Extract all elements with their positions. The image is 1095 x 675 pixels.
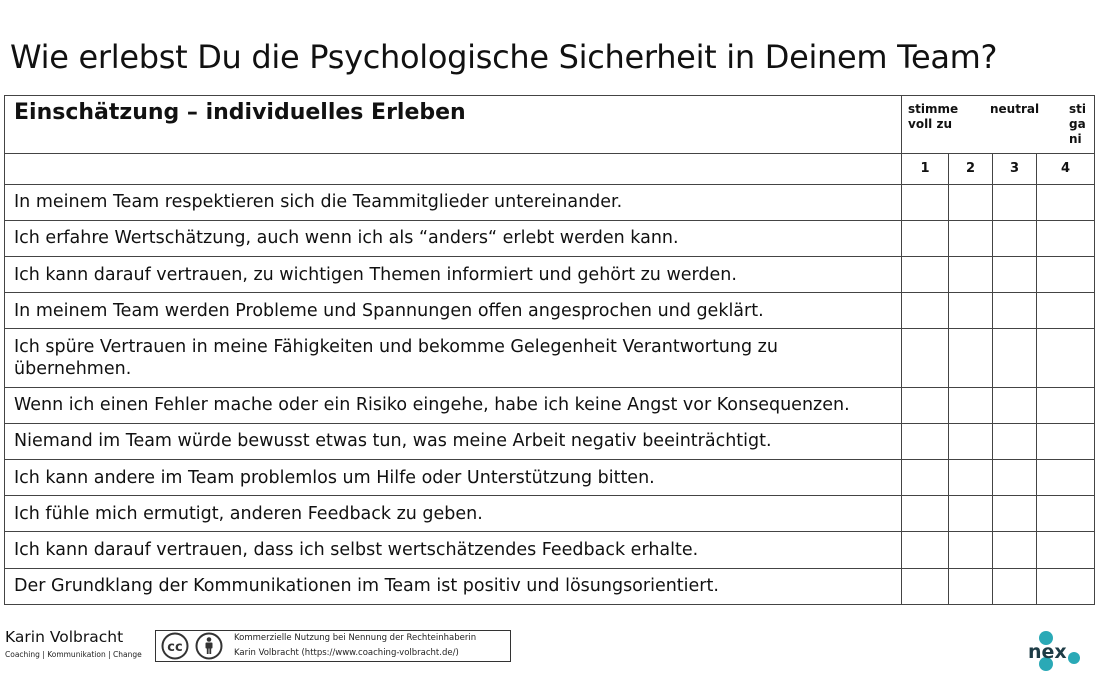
logo-text: nex — [1028, 641, 1067, 663]
rating-cell-1[interactable] — [902, 460, 949, 496]
rating-cell-1[interactable] — [902, 220, 949, 256]
statement-text: Ich fühle mich ermutigt, anderen Feedback zu geben. — [5, 496, 902, 532]
scale-label-agree: stimme voll zu — [908, 102, 959, 131]
rating-cell-2[interactable] — [949, 532, 993, 568]
statement-text: Wenn ich einen Fehler mache oder ein Risiko eingehe, habe ich keine Angst vor Konsequenzen. — [5, 387, 902, 423]
table-row — [5, 220, 1095, 256]
rating-cell-3[interactable] — [993, 568, 1037, 604]
rating-cell-2[interactable] — [949, 256, 993, 292]
rating-cell-1[interactable] — [902, 293, 949, 329]
rating-cell-2[interactable] — [949, 387, 993, 423]
rating-cell-1[interactable] — [902, 256, 949, 292]
rating-cell-1[interactable] — [902, 184, 949, 220]
license-text: Kommerzielle Nutzung bei Nennung der Rechteinhaberin — [234, 633, 477, 643]
rating-cell-3[interactable] — [993, 329, 1037, 387]
rating-cell-1[interactable] — [902, 329, 949, 387]
scale-number-4: 4 — [1037, 154, 1095, 184]
statement-text: Der Grundklang der Kommunikationen im Team ist positiv und lösungsorientiert. — [5, 568, 902, 604]
rating-cell-4[interactable] — [1037, 460, 1095, 496]
rating-cell-4[interactable] — [1037, 220, 1095, 256]
table-row — [5, 496, 1095, 532]
attribution-icon — [197, 634, 222, 659]
page-title: Wie erlebst Du die Psychologische Sicherheit in Deinem Team? — [10, 38, 998, 76]
rating-cell-4[interactable] — [1037, 293, 1095, 329]
author-tagline: Coaching | Kommunikation | Change — [5, 650, 142, 659]
scale-label-disagree: sti ga ni — [1069, 102, 1086, 146]
rating-cell-4[interactable] — [1037, 568, 1095, 604]
rating-cell-2[interactable] — [949, 496, 993, 532]
rating-cell-2[interactable] — [949, 568, 993, 604]
table-row — [5, 460, 1095, 496]
rating-cell-1[interactable] — [902, 568, 949, 604]
rating-cell-1[interactable] — [902, 423, 949, 459]
rating-cell-3[interactable] — [993, 184, 1037, 220]
creative-commons-icon — [159, 632, 231, 660]
rating-cell-2[interactable] — [949, 184, 993, 220]
statement-text: Ich kann darauf vertrauen, zu wichtigen Themen informiert und gehört zu werden. — [5, 256, 902, 292]
statement-text: Ich kann andere im Team problemlos um Hilfe oder Unterstützung bitten. — [5, 460, 902, 496]
empty-cell — [5, 154, 902, 184]
statement-text: In meinem Team werden Probleme und Spannungen offen angesprochen und geklärt. — [5, 293, 902, 329]
rating-cell-2[interactable] — [949, 329, 993, 387]
assessment-table — [4, 95, 1095, 605]
scale-number-2: 2 — [949, 154, 993, 184]
table-row — [5, 568, 1095, 604]
rating-cell-3[interactable] — [993, 256, 1037, 292]
rating-cell-1[interactable] — [902, 496, 949, 532]
rating-cell-3[interactable] — [993, 220, 1037, 256]
scale-label-neutral: neutral — [990, 102, 1040, 116]
statement-text: Ich kann darauf vertrauen, dass ich selbst wertschätzendes Feedback erhalte. — [5, 532, 902, 568]
scale-number-1: 1 — [902, 154, 949, 184]
rating-cell-1[interactable] — [902, 387, 949, 423]
license-badge — [155, 630, 511, 662]
table-row — [5, 293, 1095, 329]
statement-text: Ich erfahre Wertschätzung, auch wenn ich als “anders“ erlebt werden kann. — [5, 220, 902, 256]
scale-number-3: 3 — [993, 154, 1037, 184]
statement-text: In meinem Team respektieren sich die Teammitglieder untereinander. — [5, 184, 902, 220]
rating-cell-3[interactable] — [993, 532, 1037, 568]
statement-text: Niemand im Team würde bewusst etwas tun, was meine Arbeit negativ beeinträchtigt. — [5, 423, 902, 459]
rating-cell-3[interactable] — [993, 460, 1037, 496]
scale-header — [902, 96, 1095, 154]
rating-cell-4[interactable] — [1037, 184, 1095, 220]
table-row — [5, 387, 1095, 423]
rating-cell-3[interactable] — [993, 423, 1037, 459]
table-header-row — [5, 96, 1095, 154]
rating-cell-2[interactable] — [949, 293, 993, 329]
scale-number-row — [5, 154, 1095, 184]
author-name: Karin Volbracht — [5, 628, 124, 646]
table-row — [5, 423, 1095, 459]
rating-cell-4[interactable] — [1037, 532, 1095, 568]
statement-text: Ich spüre Vertrauen in meine Fähigkeiten und bekomme Gelegenheit Verantwortung zu übernehmen. — [5, 329, 902, 387]
table-row — [5, 532, 1095, 568]
rating-cell-3[interactable] — [993, 387, 1037, 423]
rating-cell-3[interactable] — [993, 293, 1037, 329]
rating-cell-4[interactable] — [1037, 387, 1095, 423]
rating-cell-1[interactable] — [902, 532, 949, 568]
nexus-logo — [1020, 628, 1080, 672]
license-attribution: Karin Volbracht (https://www.coaching-volbracht.de/) — [234, 648, 459, 658]
table-row — [5, 256, 1095, 292]
rating-cell-3[interactable] — [993, 496, 1037, 532]
table-row — [5, 329, 1095, 387]
rating-cell-4[interactable] — [1037, 256, 1095, 292]
rating-cell-2[interactable] — [949, 220, 993, 256]
logo-dot-right — [1068, 652, 1080, 664]
table-row — [5, 184, 1095, 220]
table-header: Einschätzung – individuelles Erleben — [5, 96, 902, 154]
cc-mark: cc — [167, 640, 183, 655]
rating-cell-2[interactable] — [949, 423, 993, 459]
rating-cell-2[interactable] — [949, 460, 993, 496]
rating-cell-4[interactable] — [1037, 423, 1095, 459]
rating-cell-4[interactable] — [1037, 496, 1095, 532]
rating-cell-4[interactable] — [1037, 329, 1095, 387]
